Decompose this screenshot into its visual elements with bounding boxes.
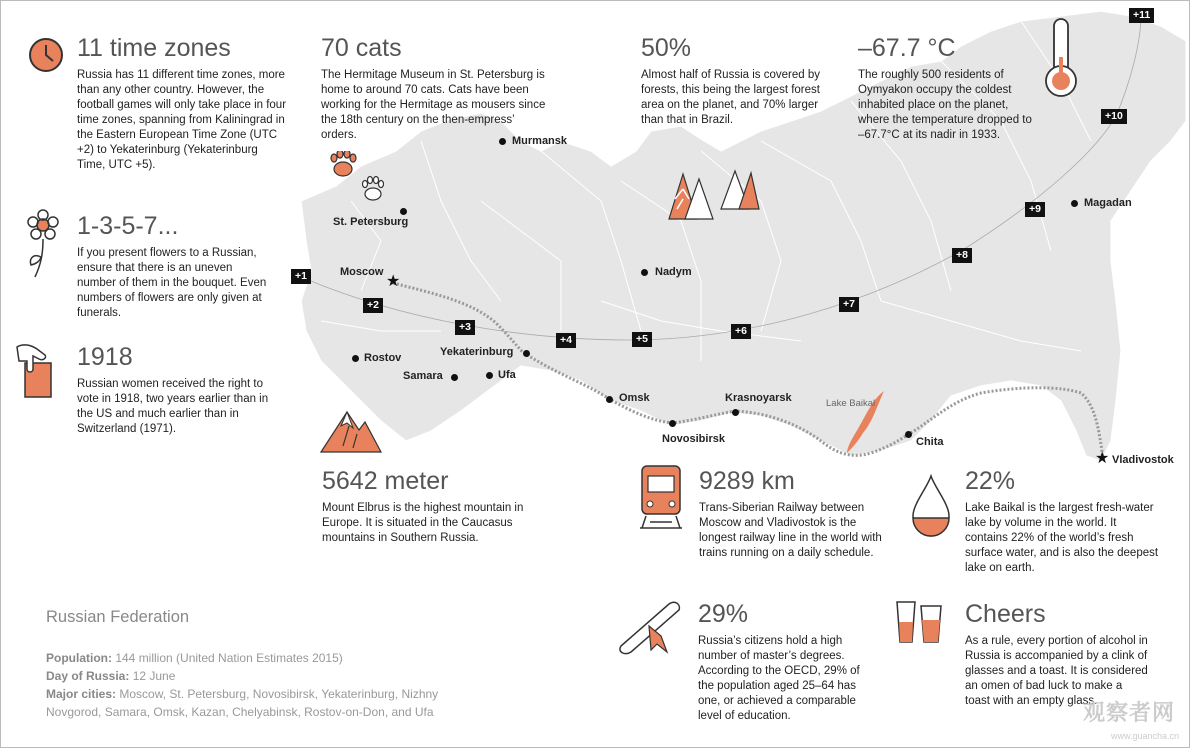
fact-heading: 1-3-5-7... [77, 212, 179, 240]
city-label-moscow: Moscow [340, 266, 384, 278]
major-cities-label: Major cities: [46, 687, 117, 701]
fact-heading: –67.7 °C [858, 34, 956, 62]
city-label-magadan: Magadan [1084, 197, 1132, 209]
cat-paw-icon [326, 151, 391, 206]
city-label-nadym: Nadym [655, 266, 692, 278]
fact-heading: 5642 meter [322, 467, 449, 495]
fact-railway [699, 467, 884, 561]
city-label-samara: Samara [403, 370, 443, 382]
city-label-rostov: Rostov [364, 352, 402, 364]
fact-baikal [965, 467, 1160, 576]
water-drop-icon [909, 474, 953, 538]
flower-icon [23, 209, 63, 281]
clock-icon [27, 36, 65, 74]
time-zone-label: +10 [1101, 109, 1127, 124]
fact-time-zones [77, 34, 287, 173]
fact-text: Russia has 11 different time zones, more than any other country. However, the football games will only take place in four time zones, spanning from Kaliningrad in the Eastern European Time Zone (UTC +2) to Yekaterinburg (Yekaterinburg Time, UTC +5). [77, 69, 287, 171]
city-dot-magadan [1071, 200, 1078, 207]
time-zone-label: +11 [1129, 8, 1154, 23]
fact-cats [321, 34, 551, 143]
fact-text: Russian women received the right to vote in 1918, two years earlier than in the US and much earlier than in Switzerland (1971). [77, 378, 269, 435]
fact-flowers [77, 212, 272, 321]
shot-glasses-icon [893, 598, 947, 646]
fact-text: If you present flowers to a Russian, ensure that there is an uneven number of them in the bouquet. Even numbers of flowers are only given at funerals. [77, 247, 267, 319]
day-of-russia-row [46, 667, 486, 685]
fact-heading: 1918 [77, 343, 133, 371]
fact-heading: Cheers [965, 600, 1046, 628]
fact-heading: 50% [641, 34, 692, 62]
federation-summary [46, 608, 486, 721]
city-dot-st-petersburg [400, 208, 407, 215]
fact-education [698, 600, 873, 724]
fact-text: Mount Elbrus is the highest mountain in Europe. It is situated in the Caucasus mountains in Southern Russia. [322, 502, 524, 544]
city-dot-chita [905, 431, 912, 438]
time-zone-label: +9 [1025, 202, 1045, 217]
city-label-murmansk: Murmansk [512, 135, 568, 147]
capital-star-icon: ★ [386, 273, 401, 290]
city-label-chita: Chita [916, 436, 944, 448]
population-row [46, 649, 486, 667]
time-zone-label: +7 [839, 297, 859, 312]
ballot-vote-icon [13, 341, 57, 399]
fact-heading: 22% [965, 467, 1016, 495]
day-of-russia-label: Day of Russia: [46, 669, 130, 683]
city-dot-yekaterinburg [523, 350, 530, 357]
fact-cheers [965, 600, 1150, 709]
city-dot-nadym [641, 269, 648, 276]
city-dot-krasnoyarsk [732, 409, 739, 416]
lake-baikal-label: Lake Baikal [826, 398, 876, 409]
time-zone-label: +4 [556, 333, 576, 348]
fact-elbrus [322, 467, 547, 546]
major-cities-row [46, 685, 486, 721]
fact-heading: 9289 km [699, 467, 795, 495]
time-zone-label: +8 [952, 248, 972, 263]
time-zone-label: +5 [632, 332, 652, 347]
city-label-vladivostok: Vladivostok [1112, 454, 1174, 466]
fact-text: Lake Baikal is the largest fresh-water lake by volume in the world. It contains 22% of the world’s fresh surface water, and is also the deepest lake on earth. [965, 502, 1159, 574]
watermark-url: www.guancha.cn [1110, 731, 1179, 741]
train-icon [636, 464, 686, 530]
city-dot-samara [451, 374, 458, 381]
fact-heading: 29% [698, 600, 749, 628]
watermark-text: 观察者网 [1082, 700, 1175, 725]
fact-text: The Hermitage Museum in St. Petersburg is home to around 70 cats. Cats have been working for the Hermitage as mousers since the 18th century on the then-empress’ orders. [321, 69, 546, 141]
fact-text: The roughly 500 residents of Oymyakon occupy the coldest inhabited place on the planet, where the temperature dropped to –67.7°C at its nadir in 1933. [858, 69, 1032, 141]
city-label-ufa: Ufa [498, 369, 516, 381]
fact-cold [858, 34, 1038, 143]
forest-trees-icon [665, 169, 760, 224]
time-zone-label: +3 [455, 320, 475, 335]
thermometer-icon [1041, 17, 1081, 101]
time-zone-label: +6 [731, 324, 751, 339]
fact-text: Trans-Siberian Railway between Moscow and Vladivostok is the longest railway line in the world with trains running on a daily schedule. [699, 502, 882, 559]
day-of-russia-value: 12 June [129, 669, 176, 683]
city-dot-novosibirsk [669, 420, 676, 427]
diploma-scroll-icon [613, 596, 687, 658]
fact-text: As a rule, every portion of alcohol in Russia is accompanied by a clink of glasses and a toast. It is considered an omen of bad luck to make a toast with an empty glass. [965, 635, 1148, 707]
city-label-novosibirsk: Novosibirsk [662, 433, 725, 445]
fact-text: Almost half of Russia is covered by forests, this being the largest forest area on the planet, and 70% larger than that in Brazil. [641, 69, 820, 126]
fact-forest [641, 34, 821, 128]
fact-heading: 11 time zones [77, 34, 231, 62]
city-dot-omsk [606, 396, 613, 403]
city-label-yekaterinburg: Yekaterinburg [440, 346, 514, 358]
vladivostok-star-icon: ★ [1095, 450, 1110, 467]
time-zone-label: +2 [363, 298, 383, 313]
population-value: 144 million (United Nation Estimates 2015) [112, 651, 343, 665]
city-label-omsk: Omsk [619, 392, 650, 404]
mountain-icon [319, 406, 383, 454]
fact-text: Russia’s citizens hold a high number of master’s degrees. According to the OECD, 29% of the population aged 25–64 has one, or achieved a comparable level of education. [698, 635, 860, 722]
city-dot-ufa [486, 372, 493, 379]
major-cities-value: Moscow, St. Petersburg, Novosibirsk, Yekaterinburg, Nizhny Novgorod, Samara, Omsk, Kazan, Chelyabinsk, Rostov-on-Don, and Ufa [46, 687, 439, 719]
fact-heading: 70 cats [321, 34, 402, 62]
federation-title: Russian Federation [46, 608, 190, 626]
city-label-krasnoyarsk: Krasnoyarsk [725, 392, 792, 404]
time-zone-label: +1 [291, 269, 311, 284]
city-label-st-petersburg: St. Petersburg [333, 216, 409, 228]
fact-vote [77, 343, 282, 437]
population-label: Population: [46, 651, 112, 665]
city-dot-rostov [352, 355, 359, 362]
